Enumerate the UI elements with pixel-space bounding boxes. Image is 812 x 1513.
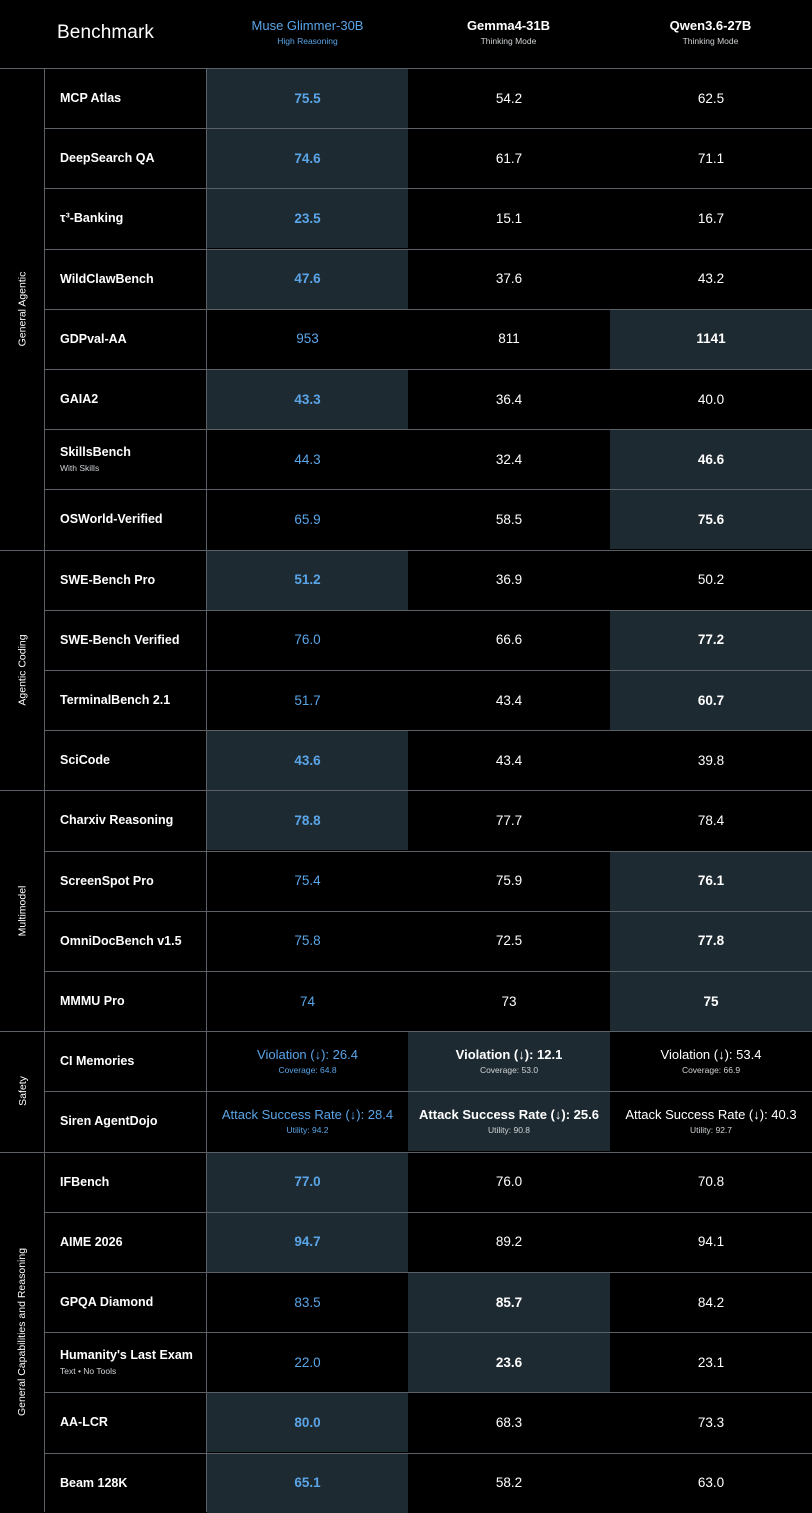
score-value: 44.3 xyxy=(294,451,321,467)
benchmark-name-cell xyxy=(45,429,207,489)
benchmark-name: Charxiv Reasoning xyxy=(60,813,174,828)
benchmark-name: DeepSearch QA xyxy=(60,151,155,166)
score-value: 78.8 xyxy=(294,812,321,828)
benchmark-name-cell xyxy=(45,911,207,971)
score-cell xyxy=(408,429,610,489)
score-subvalue: Utility: 90.8 xyxy=(487,1125,531,1136)
benchmark-name: ScreenSpot Pro xyxy=(60,873,154,888)
table-row xyxy=(45,1031,812,1091)
score-value: 89.2 xyxy=(495,1234,523,1250)
score-value: Violation (↓): 53.4 xyxy=(660,1047,762,1063)
score-value: 78.4 xyxy=(697,812,725,828)
table-row xyxy=(45,489,812,549)
benchmark-column-header: Benchmark xyxy=(57,22,154,43)
model-name: Muse Glimmer-30B xyxy=(251,18,364,33)
table-row xyxy=(45,851,812,911)
score-value: 73.3 xyxy=(697,1414,725,1430)
row-divider xyxy=(45,369,812,370)
row-divider xyxy=(45,429,812,430)
score-subvalue: Coverage: 66.9 xyxy=(681,1065,741,1076)
benchmark-name-cell xyxy=(45,309,207,369)
benchmark-name-cell xyxy=(45,128,207,188)
score-cell xyxy=(610,911,812,971)
score-cell xyxy=(610,670,812,730)
table-row xyxy=(45,68,812,128)
model-name: Qwen3.6-27B xyxy=(669,18,752,33)
score-value: 36.9 xyxy=(495,572,523,588)
score-cell xyxy=(408,911,610,971)
score-cell xyxy=(207,730,408,790)
group-label xyxy=(0,1152,45,1513)
score-cell xyxy=(610,429,812,489)
score-cell xyxy=(207,249,408,309)
score-value: 32.4 xyxy=(495,451,523,467)
score-cell xyxy=(207,1332,408,1392)
score-cell xyxy=(207,911,408,971)
score-cell xyxy=(207,188,408,248)
benchmark-name-cell xyxy=(45,730,207,790)
score-value: 75.6 xyxy=(697,511,725,527)
score-cell xyxy=(408,128,610,188)
score-value: 15.1 xyxy=(495,210,523,226)
score-value: 75.5 xyxy=(294,90,321,106)
score-value: Attack Success Rate (↓): 25.6 xyxy=(419,1107,599,1123)
score-cell xyxy=(207,489,408,549)
group-label xyxy=(0,550,45,791)
score-value: 22.0 xyxy=(294,1354,321,1370)
row-divider xyxy=(45,309,812,310)
score-value: 54.2 xyxy=(495,90,523,106)
table-row xyxy=(45,128,812,188)
score-cell xyxy=(610,68,812,128)
row-divider xyxy=(45,1332,812,1333)
benchmark-name-cell xyxy=(45,369,207,429)
row-divider xyxy=(45,249,812,250)
row-divider xyxy=(45,670,812,671)
score-cell xyxy=(408,1392,610,1452)
score-cell xyxy=(207,610,408,670)
score-value: 16.7 xyxy=(697,210,725,226)
benchmark-name-cell xyxy=(45,188,207,248)
score-value: 75.9 xyxy=(495,873,523,889)
score-value: 43.4 xyxy=(495,692,523,708)
benchmark-name: τ³-Banking xyxy=(60,211,124,226)
score-cell xyxy=(207,1152,408,1212)
score-value: Violation (↓): 26.4 xyxy=(257,1047,358,1063)
score-value: 50.2 xyxy=(697,572,725,588)
model-mode: Thinking Mode xyxy=(480,36,537,46)
score-cell xyxy=(207,550,408,610)
score-cell xyxy=(408,550,610,610)
score-value: 37.6 xyxy=(495,271,523,287)
score-cell xyxy=(610,971,812,1031)
score-value: 51.2 xyxy=(294,572,321,588)
score-value: 23.6 xyxy=(495,1354,523,1370)
score-cell xyxy=(207,1212,408,1272)
benchmark-name-cell xyxy=(45,670,207,730)
score-value: 80.0 xyxy=(294,1414,321,1430)
score-cell xyxy=(207,670,408,730)
model-mode: Thinking Mode xyxy=(682,36,739,46)
score-value: 58.2 xyxy=(495,1475,523,1491)
score-value: 76.0 xyxy=(495,1174,523,1190)
benchmark-name: MCP Atlas xyxy=(60,91,122,105)
benchmark-name-cell xyxy=(45,1332,207,1392)
score-cell xyxy=(408,1332,610,1392)
benchmark-name: OmniDocBench v1.5 xyxy=(60,933,182,948)
score-value: 68.3 xyxy=(495,1414,523,1430)
benchmark-name-cell xyxy=(45,610,207,670)
table-row xyxy=(45,670,812,730)
score-value: 40.0 xyxy=(697,391,725,407)
benchmark-name-cell xyxy=(45,790,207,850)
row-divider xyxy=(45,1091,812,1092)
score-cell xyxy=(408,1091,610,1151)
score-value: 94.7 xyxy=(294,1234,321,1250)
row-divider xyxy=(45,489,812,490)
column-divider xyxy=(44,68,45,1512)
score-cell xyxy=(610,730,812,790)
benchmark-name: GPQA Diamond xyxy=(60,1295,154,1309)
benchmark-name-cell xyxy=(45,971,207,1031)
group-label-text: Multimodel xyxy=(16,885,29,937)
score-value: 811 xyxy=(498,331,520,347)
table-row xyxy=(45,1453,812,1513)
score-cell xyxy=(408,369,610,429)
table-row xyxy=(45,1272,812,1332)
score-value: 70.8 xyxy=(697,1174,725,1190)
score-cell xyxy=(408,610,610,670)
score-cell xyxy=(207,1031,408,1091)
score-value: Attack Success Rate (↓): 40.3 xyxy=(625,1107,797,1123)
score-cell xyxy=(610,1392,812,1452)
score-cell xyxy=(408,730,610,790)
score-value: 65.9 xyxy=(294,511,321,527)
score-cell xyxy=(207,369,408,429)
score-value: 43.4 xyxy=(495,752,523,768)
score-value: 43.2 xyxy=(697,271,725,287)
score-cell xyxy=(408,1152,610,1212)
group-divider xyxy=(0,1031,812,1032)
benchmark-name-cell xyxy=(45,1212,207,1272)
score-value: 58.5 xyxy=(495,511,523,527)
score-cell xyxy=(207,851,408,911)
benchmark-name-cell xyxy=(45,68,207,128)
score-cell xyxy=(610,128,812,188)
model-name: Gemma4-31B xyxy=(466,18,551,33)
score-cell xyxy=(610,790,812,850)
score-value: 60.7 xyxy=(697,692,725,708)
score-value: 75 xyxy=(703,993,719,1009)
table-row xyxy=(45,550,812,610)
score-value: 85.7 xyxy=(495,1294,523,1310)
score-cell xyxy=(610,1091,812,1151)
score-cell xyxy=(408,1212,610,1272)
score-value: 77.7 xyxy=(495,812,523,828)
score-subvalue: Coverage: 64.8 xyxy=(278,1065,337,1076)
group-divider xyxy=(0,790,812,791)
score-value: 75.4 xyxy=(294,873,321,889)
score-cell xyxy=(408,249,610,309)
score-cell xyxy=(207,1453,408,1513)
score-cell xyxy=(610,188,812,248)
row-divider xyxy=(45,911,812,912)
row-divider xyxy=(45,610,812,611)
benchmark-name-cell xyxy=(45,550,207,610)
group-label-text: General Capabilities and Reasoning xyxy=(16,1248,29,1417)
model-mode: High Reasoning xyxy=(277,36,338,46)
score-value: 43.3 xyxy=(294,391,321,407)
benchmark-name: AIME 2026 xyxy=(60,1234,123,1249)
score-value: 75.8 xyxy=(294,933,321,949)
group-label-text: Safety xyxy=(16,1076,29,1107)
group-label xyxy=(0,790,45,1031)
benchmark-name-cell xyxy=(45,249,207,309)
benchmark-name-cell xyxy=(45,1453,207,1513)
group-label-text: Agentic Coding xyxy=(16,634,29,706)
table-row xyxy=(45,790,812,850)
group-label-text: General Agentic xyxy=(16,271,29,347)
benchmark-name: Beam 128K xyxy=(60,1475,128,1490)
score-cell xyxy=(207,1392,408,1452)
score-cell xyxy=(610,1272,812,1332)
score-cell xyxy=(207,790,408,850)
score-cell xyxy=(408,790,610,850)
score-cell xyxy=(408,1453,610,1513)
score-cell xyxy=(610,550,812,610)
score-value: Attack Success Rate (↓): 28.4 xyxy=(221,1107,394,1123)
score-cell xyxy=(610,309,812,369)
table-row xyxy=(45,1091,812,1151)
benchmark-name: SciCode xyxy=(60,753,111,768)
benchmark-name: AA-LCR xyxy=(60,1415,108,1430)
benchmark-name-cell xyxy=(45,1031,207,1091)
benchmark-name-cell xyxy=(45,1272,207,1332)
benchmark-name: SWE-Bench Verified xyxy=(60,632,180,647)
score-cell xyxy=(408,309,610,369)
table-row xyxy=(45,369,812,429)
score-value: 74.6 xyxy=(294,150,321,166)
score-cell xyxy=(610,1453,812,1513)
score-value: 36.4 xyxy=(495,391,523,407)
score-value: 46.6 xyxy=(697,451,725,467)
score-cell xyxy=(408,68,610,128)
score-cell xyxy=(408,670,610,730)
table-row xyxy=(45,1212,812,1272)
score-cell xyxy=(408,851,610,911)
row-divider xyxy=(45,1212,812,1213)
score-value: 43.6 xyxy=(294,752,321,768)
benchmark-name: TerminalBench 2.1 xyxy=(60,693,171,707)
group-label xyxy=(0,1031,45,1151)
score-value: 83.5 xyxy=(294,1294,321,1310)
benchmark-name: MMMU Pro xyxy=(60,994,125,1008)
score-cell xyxy=(610,1332,812,1392)
row-divider xyxy=(45,188,812,189)
table-row xyxy=(45,309,812,369)
table-row xyxy=(45,1152,812,1212)
table-row xyxy=(45,971,812,1031)
score-value: 84.2 xyxy=(697,1294,725,1310)
score-cell xyxy=(207,971,408,1031)
benchmark-name: SkillsBench xyxy=(60,445,131,460)
score-value: 77.2 xyxy=(697,632,725,648)
score-value: 47.6 xyxy=(294,271,321,287)
row-divider xyxy=(45,1453,812,1454)
score-cell xyxy=(207,128,408,188)
score-subvalue: Utility: 92.7 xyxy=(689,1125,733,1136)
score-cell xyxy=(408,1272,610,1332)
score-cell xyxy=(408,188,610,248)
score-cell xyxy=(610,1152,812,1212)
score-cell xyxy=(610,489,812,549)
score-cell xyxy=(610,1031,812,1091)
score-cell xyxy=(207,1091,408,1151)
group-divider xyxy=(0,68,812,69)
score-value: 73 xyxy=(501,993,517,1009)
score-value: 63.0 xyxy=(697,1475,725,1491)
score-cell xyxy=(207,1272,408,1332)
score-value: 39.8 xyxy=(697,752,725,768)
score-value: 1141 xyxy=(696,331,726,347)
benchmark-name: OSWorld-Verified xyxy=(60,512,163,527)
benchmark-name: IFBench xyxy=(60,1174,110,1189)
row-divider xyxy=(45,730,812,731)
score-subvalue: Coverage: 53.0 xyxy=(479,1065,539,1076)
row-divider xyxy=(45,1392,812,1393)
score-value: 23.5 xyxy=(294,210,321,226)
table-row xyxy=(45,188,812,248)
row-divider xyxy=(45,1272,812,1273)
benchmark-name: Humanity's Last Exam xyxy=(60,1348,193,1363)
score-cell xyxy=(207,68,408,128)
score-value: 65.1 xyxy=(294,1475,321,1491)
score-cell xyxy=(207,429,408,489)
score-value: 94.1 xyxy=(697,1234,725,1250)
score-cell xyxy=(610,610,812,670)
score-cell xyxy=(610,1212,812,1272)
score-value: 953 xyxy=(296,331,319,347)
row-divider xyxy=(45,851,812,852)
score-value: 51.7 xyxy=(294,692,321,708)
score-cell xyxy=(408,1031,610,1091)
benchmark-name: GDPval-AA xyxy=(60,331,127,346)
benchmark-name: Siren AgentDojo xyxy=(60,1114,158,1129)
score-value: 76.0 xyxy=(294,632,321,648)
table-row xyxy=(45,911,812,971)
score-subvalue: Utility: 94.2 xyxy=(286,1125,329,1136)
benchmark-name: WildClawBench xyxy=(60,271,154,286)
benchmark-name: CI Memories xyxy=(60,1054,135,1069)
score-value: 76.1 xyxy=(697,873,725,889)
table-row xyxy=(45,249,812,309)
score-value: 74 xyxy=(299,993,316,1009)
score-cell xyxy=(610,249,812,309)
table-row xyxy=(45,730,812,790)
benchmark-name-cell xyxy=(45,489,207,549)
table-row xyxy=(45,610,812,670)
benchmark-name: GAIA2 xyxy=(60,392,99,406)
benchmark-name-cell xyxy=(45,1091,207,1151)
score-value: 66.6 xyxy=(495,632,523,648)
table-row xyxy=(45,429,812,489)
score-cell xyxy=(610,851,812,911)
table-row xyxy=(45,1392,812,1452)
score-cell xyxy=(207,309,408,369)
group-label xyxy=(0,68,45,550)
benchmark-name-cell xyxy=(45,1392,207,1452)
group-divider xyxy=(0,1152,812,1153)
score-cell xyxy=(408,971,610,1031)
row-divider xyxy=(45,971,812,972)
score-value: 23.1 xyxy=(697,1354,725,1370)
table-row xyxy=(45,1332,812,1392)
benchmark-subtitle: Text • No Tools xyxy=(60,1366,117,1377)
score-cell xyxy=(408,489,610,549)
score-value: 72.5 xyxy=(495,933,523,949)
score-value: 77.0 xyxy=(294,1174,321,1190)
score-value: 71.1 xyxy=(697,150,725,166)
row-divider xyxy=(45,128,812,129)
score-cell xyxy=(610,369,812,429)
column-divider xyxy=(206,68,207,1512)
benchmark-name-cell xyxy=(45,1152,207,1212)
score-value: 61.7 xyxy=(495,150,523,166)
benchmark-name: SWE-Bench Pro xyxy=(60,572,156,587)
benchmark-name-cell xyxy=(45,851,207,911)
score-value: 77.8 xyxy=(697,933,725,949)
group-divider xyxy=(0,550,812,551)
score-value: Violation (↓): 12.1 xyxy=(455,1047,563,1063)
score-value: 62.5 xyxy=(697,90,725,106)
benchmark-subtitle: With Skills xyxy=(60,463,100,474)
